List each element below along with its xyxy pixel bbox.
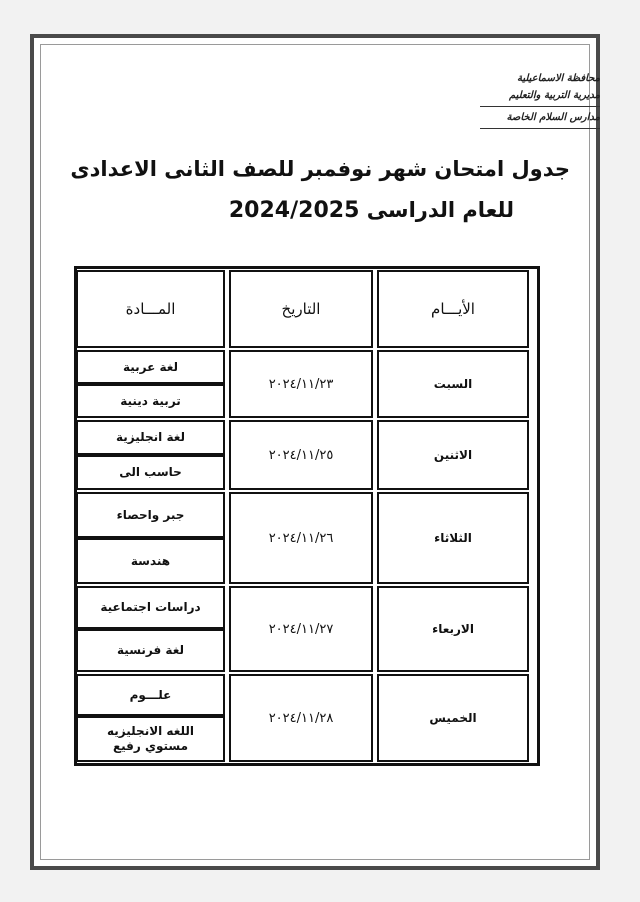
subject-cell: لغة عربية bbox=[76, 350, 225, 384]
date-cell: ٢٠٢٤/١١/٢٦ bbox=[229, 492, 373, 584]
subject-cell: تربية دينية bbox=[76, 384, 225, 418]
subtitle-label: للعام الدراسى bbox=[366, 198, 514, 222]
letterhead-rule bbox=[480, 128, 600, 129]
page-subtitle bbox=[60, 196, 514, 225]
letterhead bbox=[480, 72, 600, 133]
governorate-line: محافظة الاسماعيلية bbox=[516, 73, 600, 84]
academic-year: 2024/2025 bbox=[228, 198, 360, 223]
day-cell: السبت bbox=[377, 350, 529, 418]
letterhead-rule bbox=[480, 106, 600, 107]
subject-cell: دراسات اجتماعية bbox=[76, 586, 225, 629]
date-cell: ٢٠٢٤/١١/٢٣ bbox=[229, 350, 373, 418]
subject-cell: هندسة bbox=[76, 538, 225, 584]
subject-cell: لغة انجليزية bbox=[76, 420, 225, 455]
date-cell: ٢٠٢٤/١١/٢٨ bbox=[229, 674, 373, 762]
directorate-line: مديرية التربية والتعليم bbox=[508, 90, 600, 101]
subject-cell: لغة فرنسية bbox=[76, 629, 225, 672]
subject-cell: علـــوم bbox=[76, 674, 225, 716]
subject-cell: جبر واحصاء bbox=[76, 492, 225, 538]
day-cell: الاثنين bbox=[377, 420, 529, 490]
date-cell: ٢٠٢٤/١١/٢٧ bbox=[229, 586, 373, 672]
subject-cell: اللغه الانجليزيه مستوي رفيع bbox=[76, 716, 225, 762]
column-header-date: التاريخ bbox=[229, 270, 373, 348]
column-header-days: الأيـــام bbox=[377, 270, 529, 348]
day-cell: الخميس bbox=[377, 674, 529, 762]
exam-schedule-table bbox=[74, 266, 540, 766]
subject-cell: حاسب الى bbox=[76, 455, 225, 490]
day-cell: الثلاثاء bbox=[377, 492, 529, 584]
page-title: جدول امتحان شهر نوفمبر للصف الثانى الاعدادى bbox=[70, 157, 570, 181]
day-cell: الاربعاء bbox=[377, 586, 529, 672]
column-header-subject: المـــادة bbox=[76, 270, 225, 348]
date-cell: ٢٠٢٤/١١/٢٥ bbox=[229, 420, 373, 490]
school-line: مدارس السلام الخاصة bbox=[506, 112, 600, 123]
